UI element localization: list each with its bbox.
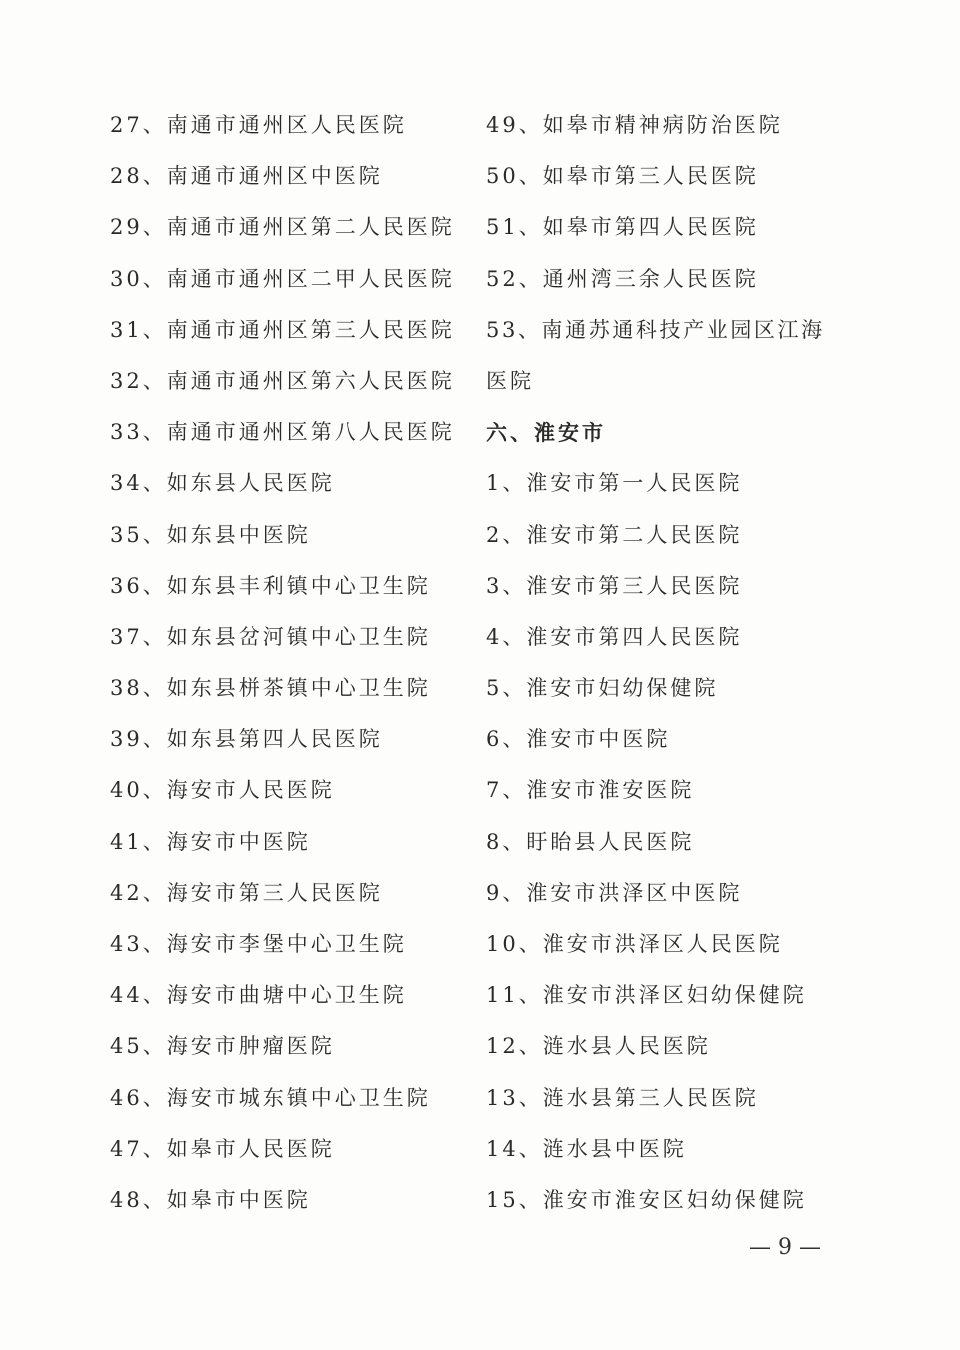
list-item: 1、淮安市第一人民医院: [486, 471, 743, 496]
list-item: 3、淮安市第三人民医院: [486, 573, 743, 598]
list-item: 29、南通市通州区第二人民医院: [110, 215, 455, 240]
list-item: 51、如皋市第四人民医院: [486, 215, 759, 240]
list-item: 36、如东县丰利镇中心卫生院: [110, 573, 431, 598]
list-item: 14、涟水县中医院: [486, 1136, 687, 1161]
list-item: 47、如皋市人民医院: [110, 1136, 335, 1161]
list-item: 27、南通市通州区人民医院: [110, 113, 407, 137]
list-item: 12、涟水县人民医院: [486, 1034, 711, 1059]
list-item: 48、如皋市中医院: [110, 1187, 311, 1212]
list-item: 2、淮安市第二人民医院: [486, 522, 743, 547]
list-item: 52、通州湾三余人民医院: [486, 266, 759, 291]
list-item: 15、淮安市淮安区妇幼保健院: [486, 1187, 807, 1212]
list-item: 37、如东县岔河镇中心卫生院: [110, 624, 431, 649]
list-item: 8、盱眙县人民医院: [486, 829, 695, 854]
list-item-continuation: 医院: [486, 368, 534, 393]
list-item: 30、南通市通州区二甲人民医院: [110, 266, 455, 291]
section-heading: 六、淮安市: [486, 420, 606, 446]
list-item: 7、淮安市淮安医院: [486, 778, 695, 803]
list-item: 44、海安市曲塘中心卫生院: [110, 983, 407, 1008]
list-item: 13、涟水县第三人民医院: [486, 1085, 759, 1110]
list-item: 35、如东县中医院: [110, 522, 311, 547]
list-item: 38、如东县栟茶镇中心卫生院: [110, 676, 431, 701]
list-item: 39、如东县第四人民医院: [110, 727, 383, 752]
list-item: 4、淮安市第四人民医院: [486, 624, 743, 649]
list-item: 50、如皋市第三人民医院: [486, 164, 759, 189]
right-column-list: [486, 100, 826, 1226]
list-item: 6、淮安市中医院: [486, 727, 671, 752]
list-item: 46、海安市城东镇中心卫生院: [110, 1085, 431, 1110]
list-item: 34、如东县人民医院: [110, 471, 335, 496]
list-item: 33、南通市通州区第八人民医院: [110, 420, 455, 445]
list-item: 53、南通苏通科技产业园区江海: [486, 317, 825, 342]
list-item: 31、南通市通州区第三人民医院: [110, 317, 455, 342]
left-column-list: [110, 100, 470, 1226]
page-number: — 9 —: [749, 1235, 821, 1260]
list-item: 28、南通市通州区中医院: [110, 164, 383, 189]
list-item: 9、淮安市洪泽区中医院: [486, 880, 743, 905]
list-item: 5、淮安市妇幼保健院: [486, 676, 719, 701]
list-item: 32、南通市通州区第六人民医院: [110, 368, 455, 393]
list-item: 11、淮安市洪泽区妇幼保健院: [486, 983, 807, 1008]
list-item: 43、海安市李堡中心卫生院: [110, 932, 407, 956]
list-item: 42、海安市第三人民医院: [110, 880, 383, 905]
list-item: 40、海安市人民医院: [110, 778, 335, 803]
list-item: 49、如皋市精神病防治医院: [486, 113, 783, 137]
list-item: 45、海安市肿瘤医院: [110, 1034, 335, 1059]
list-item: 41、海安市中医院: [110, 829, 311, 854]
list-item: 10、淮安市洪泽区人民医院: [486, 932, 783, 956]
